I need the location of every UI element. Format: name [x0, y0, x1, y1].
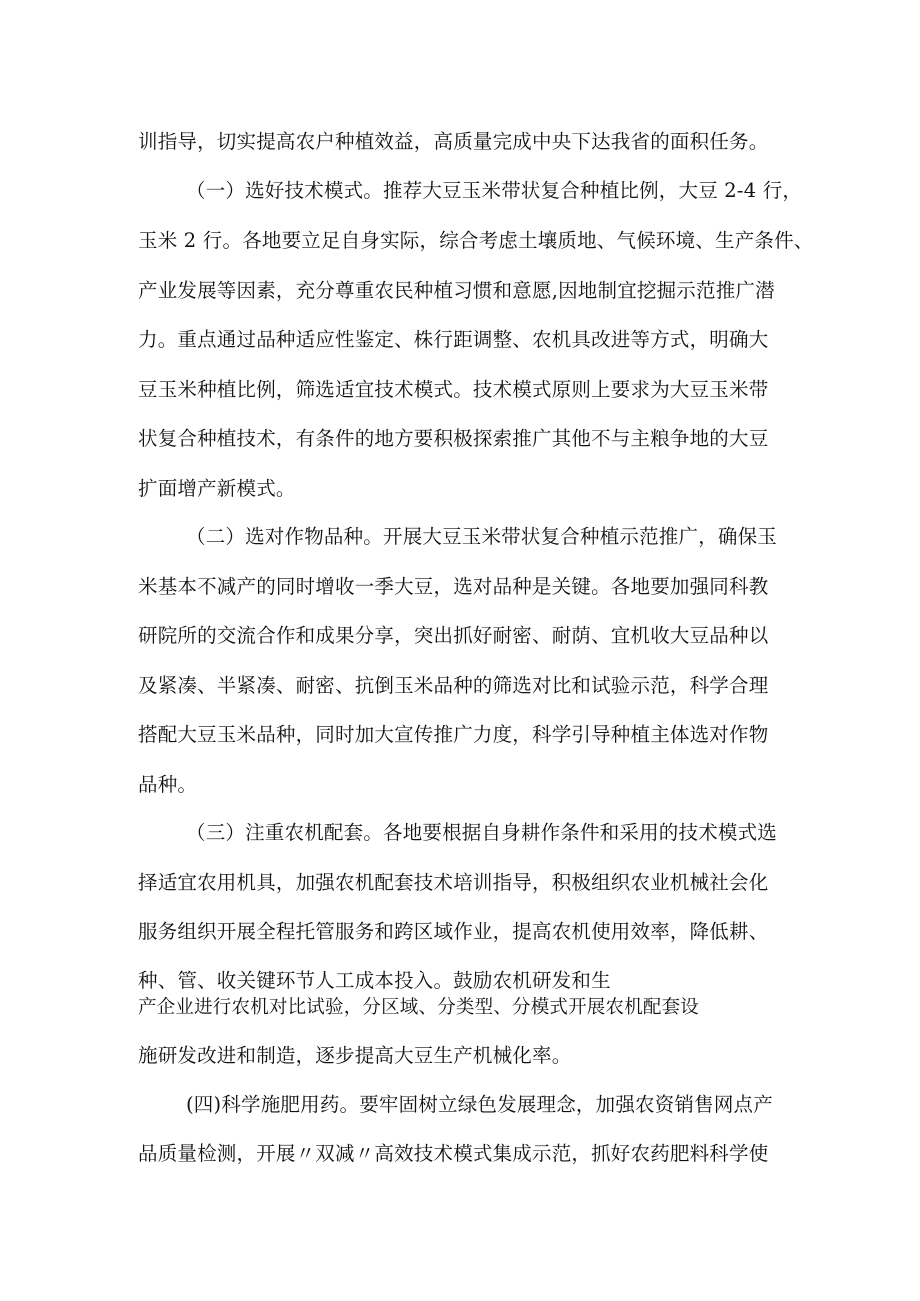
text-line: 搭配大豆玉米品种，同时加大宣传推广力度，科学引导种植主体选对作物 — [138, 723, 769, 746]
text-line: 及紧凑、半紧凑、耐密、抗倒玉米品种的筛选对比和试验示范，科学合理 — [138, 674, 769, 697]
text-line: 服务组织开展全程托管服务和跨区域作业，提高农机使用效率，降低耕、 — [138, 920, 769, 943]
text-line: 产企业进行农机对比试验，分区域、分类型、分模式开展农机配套设 — [138, 997, 700, 1018]
text-line: 品种。 — [138, 773, 198, 796]
text-line: 品质量检测，开展〃双减〃高效技术模式集成示范，抓好农药肥料科学使 — [138, 1142, 769, 1165]
text-line: （三）注重农机配套。各地要根据自身耕作条件和采用的技术模式选 — [186, 821, 778, 844]
text-line: 扩面增产新模式。 — [138, 477, 296, 500]
text-line: 种、管、收关键环节人工成本投入。鼓励农机研发和生 — [138, 969, 611, 992]
text-line: 研院所的交流合作和成果分享，突出抓好耐密、耐荫、宜机收大豆品种以 — [138, 624, 769, 647]
text-line: 施研发改进和制造，逐步提高大豆生产机械化率。 — [138, 1044, 572, 1067]
text-line: （一）选好技术模式。推荐大豆玉米带状复合种植比例，大豆 2-4 行， — [186, 179, 803, 202]
text-line: 米基本不减产的同时增收一季大豆，选对品种是关键。各地要加强同科教 — [138, 575, 769, 598]
text-line: 状复合种植技术，有条件的地方要积极探索推广其他不与主粮争地的大豆 — [138, 427, 769, 450]
text-line: 择适宜农用机具，加强农机配套技术培训指导，积极组织农业机械社会化 — [138, 871, 769, 894]
text-line: 豆玉米种植比例，筛选适宜技术模式。技术模式原则上要求为大豆玉米带 — [138, 378, 769, 401]
text-line: （二）选对作物品种。开展大豆玉米带状复合种植示范推广，确保玉 — [186, 525, 778, 548]
text-line: 产业发展等因素，充分尊重农民种植习惯和意愿,因地制宜挖掘示范推广潜 — [138, 279, 775, 302]
text-line: 训指导，切实提高农户种植效益，高质量完成中央下达我省的面积任务。 — [138, 130, 769, 153]
text-line: 玉米 2 行。各地要立足自身实际，综合考虑土壤质地、气候环境、生产条件、 — [138, 229, 814, 252]
text-line: 力。重点通过品种适应性鉴定、株行距调整、农机具改进等方式，明确大 — [138, 328, 769, 351]
text-line: (四)科学施肥用药。要牢固树立绿色发展理念，加强农资销售网点产 — [186, 1093, 773, 1116]
